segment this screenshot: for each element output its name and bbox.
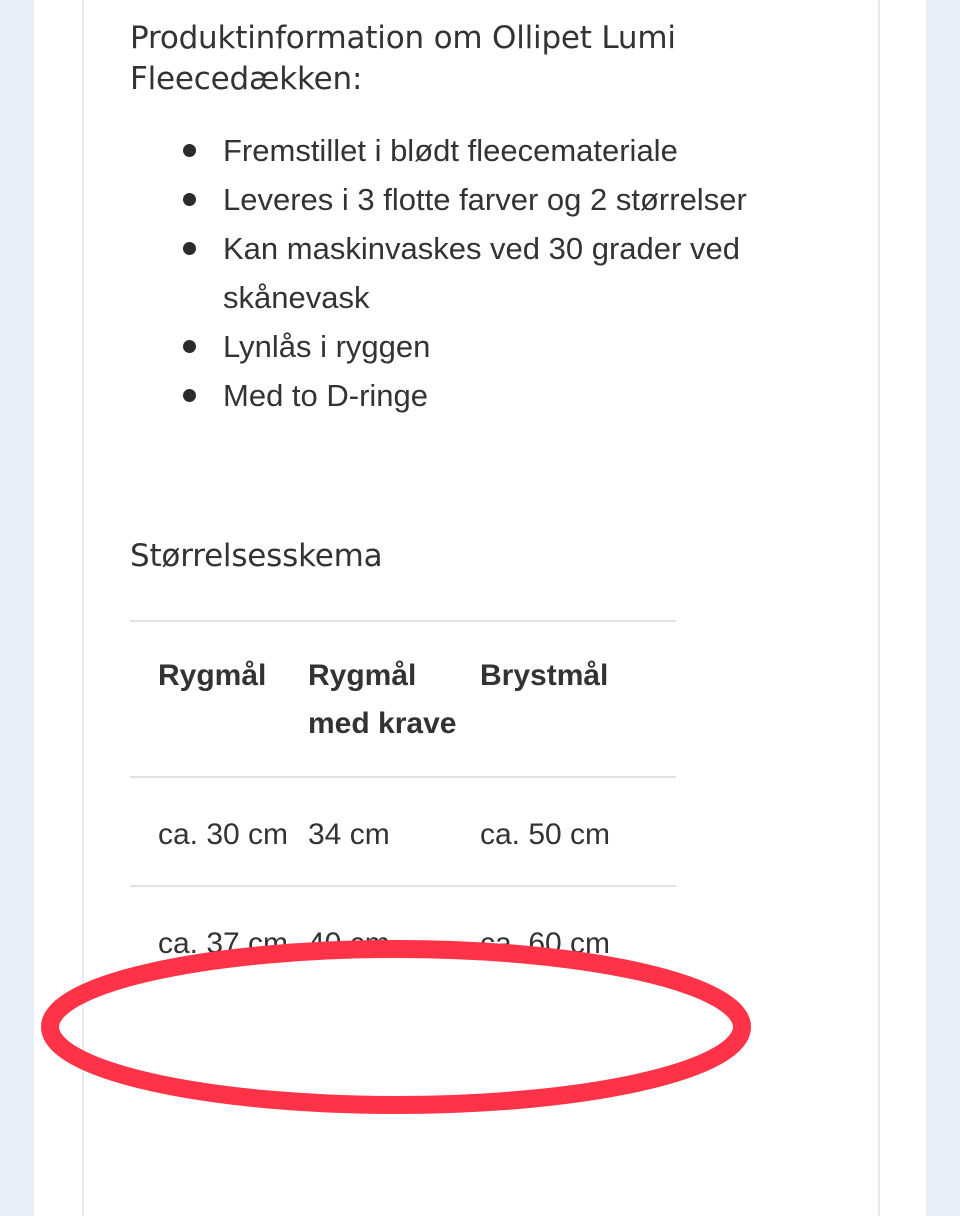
cell-chest: ca. 60 cm [480, 927, 611, 960]
left-gutter [0, 0, 34, 1216]
bullet-icon [183, 193, 196, 206]
header-back-length-collar: Rygmål med krave [308, 659, 457, 740]
bullet-icon [183, 144, 196, 157]
cell-back-length-collar: 34 cm [308, 818, 390, 851]
table-header-row [130, 621, 676, 777]
size-chart-heading: Størrelsesskema [130, 538, 383, 574]
table-row [130, 777, 676, 886]
feature-item [130, 126, 770, 175]
product-description [130, 18, 780, 960]
feature-text: Kan maskinvaskes ved 30 grader ved skånevask [223, 231, 740, 315]
product-intro: Produktinformation om Ollipet Lumi Fleecedækken: [130, 20, 676, 97]
header-back-length: Rygmål [158, 659, 267, 692]
header-chest: Brystmål [480, 659, 609, 692]
feature-text: Lynlås i ryggen [223, 329, 431, 364]
cell-chest: ca. 50 cm [480, 818, 611, 851]
feature-text: Med to D-ringe [223, 378, 429, 413]
cell-back-length: ca. 37 cm [158, 927, 289, 960]
cell-back-length-collar: 40 cm [308, 927, 390, 960]
feature-item [130, 175, 770, 224]
feature-list [130, 126, 770, 420]
bullet-icon [183, 340, 196, 353]
cell-back-length: ca. 30 cm [158, 818, 289, 851]
bullet-icon [183, 389, 196, 402]
bullet-icon [183, 242, 196, 255]
feature-item [130, 371, 770, 420]
feature-text: Leveres i 3 flotte farver og 2 størrelser [223, 182, 747, 217]
size-chart-table [130, 620, 676, 994]
feature-item [130, 224, 770, 322]
table-row-highlighted [130, 886, 676, 994]
feature-text: Fremstillet i blødt fleecemateriale [223, 133, 678, 168]
feature-item [130, 322, 770, 371]
